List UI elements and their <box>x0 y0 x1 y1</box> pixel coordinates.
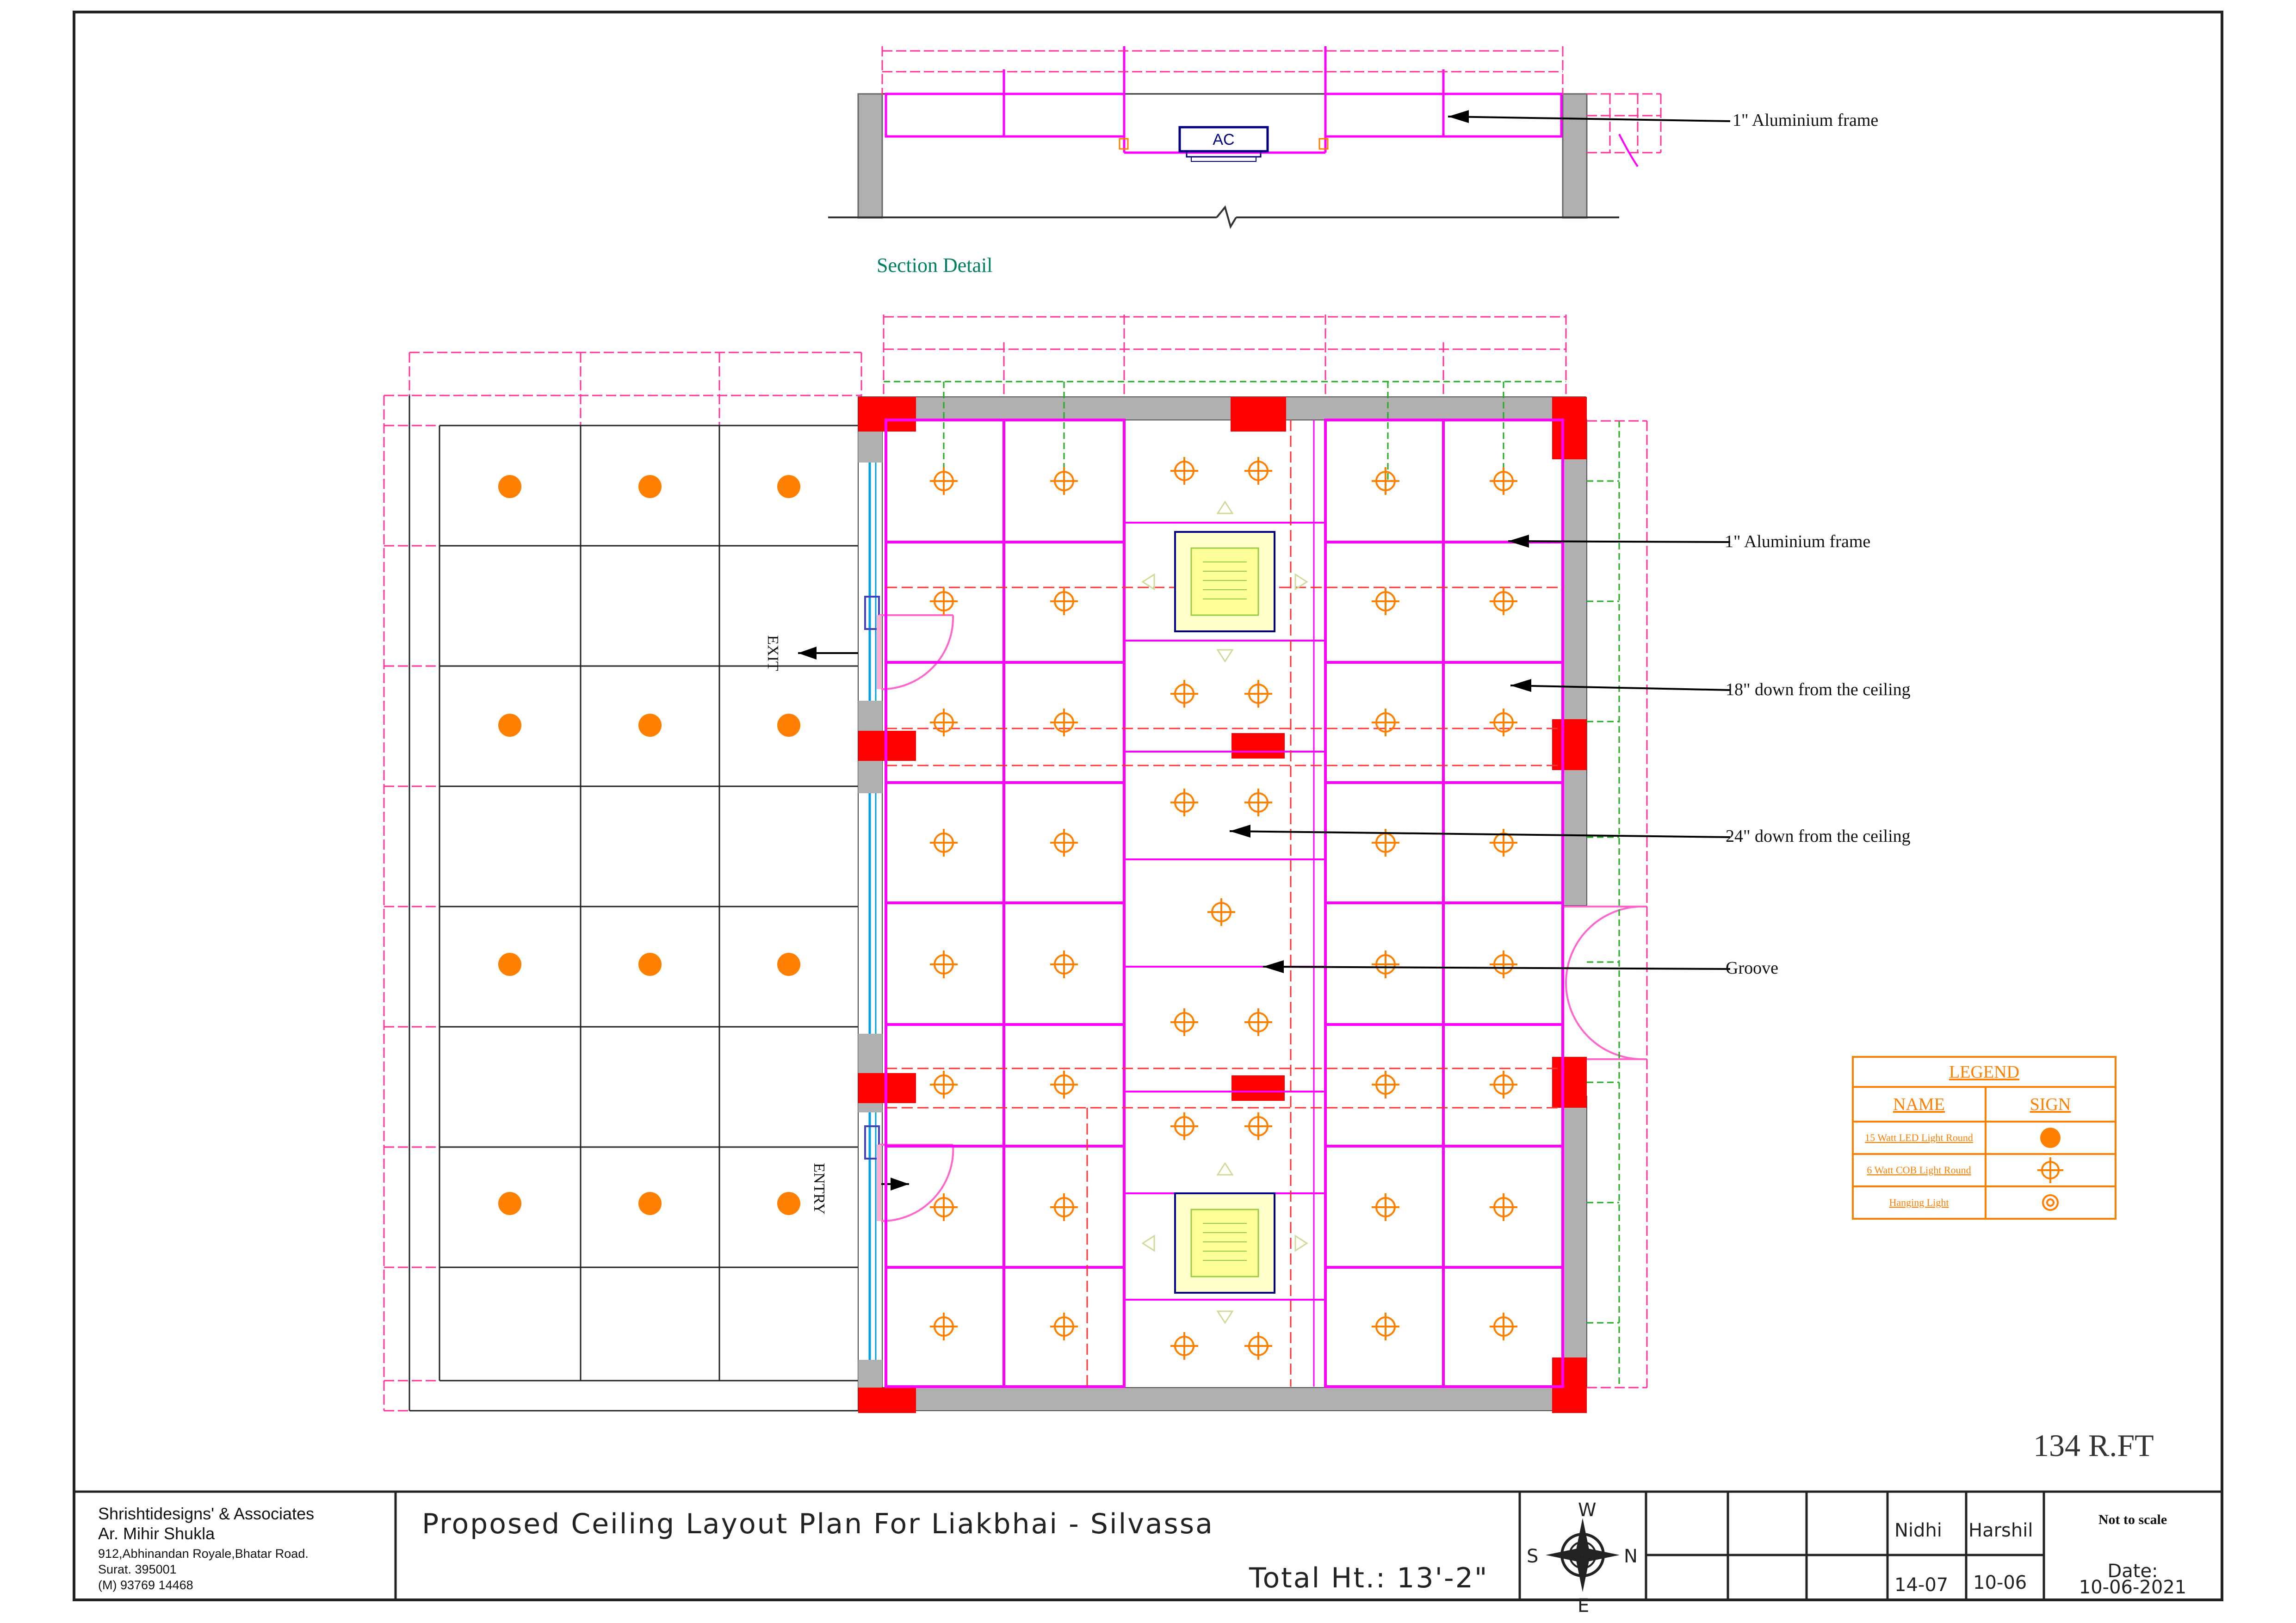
section-title: Section Detail <box>877 254 993 277</box>
legend-item-cob: 6 Watt COB Light Round <box>1867 1164 1971 1176</box>
cob-light-icon <box>1372 1193 1399 1221</box>
callout-aluminium-frame: 1" Aluminium frame <box>1725 532 1871 551</box>
compass-e: E <box>1578 1595 1590 1617</box>
cob-light-icon <box>1490 467 1517 495</box>
led-light-icon <box>777 953 800 976</box>
cob-light-icon <box>1244 457 1272 485</box>
running-feet: 134 R.FT <box>2033 1428 2154 1463</box>
firm-address-2: Surat. 395001 <box>98 1562 177 1576</box>
callout-18-down: 18" down from the ceiling <box>1726 680 1911 699</box>
cob-light-icon <box>1050 829 1078 857</box>
architect-name: Ar. Mihir Shukla <box>98 1524 215 1543</box>
cob-light-icon <box>1170 1112 1198 1140</box>
led-light-icon <box>638 714 662 737</box>
led-light-icon <box>777 475 800 498</box>
cob-light-icon <box>1372 1313 1399 1340</box>
cob-light-icon <box>1050 1071 1078 1098</box>
legend <box>1853 1057 2116 1219</box>
compass-w: W <box>1578 1500 1597 1521</box>
title-block <box>74 1492 2222 1617</box>
cob-light-icon <box>930 829 958 857</box>
cob-light-icon <box>930 709 958 736</box>
drawn-by: Nidhi <box>1894 1520 1942 1541</box>
led-light-icon <box>638 953 662 976</box>
cob-light-icon <box>1207 898 1235 926</box>
firm-name: Shrishtidesigns' & Associates <box>98 1504 315 1523</box>
checked-by: Harshil <box>1968 1520 2033 1541</box>
drawn-date: 14-07 <box>1894 1574 1949 1596</box>
ceiling-plan <box>384 315 2154 1463</box>
total-height: Total Ht.: 13'-2" <box>1249 1562 1489 1594</box>
cob-light-icon <box>1372 587 1399 615</box>
cob-light-icon <box>1050 1193 1078 1221</box>
drawing-title: Proposed Ceiling Layout Plan For Liakbhai - Silvassa <box>422 1508 1214 1540</box>
cob-light-icon <box>1490 587 1517 615</box>
legend-col-name: NAME <box>1893 1095 1945 1114</box>
legend-item-led: 15 Watt LED Light Round <box>1865 1132 1973 1143</box>
cob-light-icon <box>1170 789 1198 816</box>
cob-light-icon <box>930 950 958 978</box>
cob-light-icon <box>1490 1313 1517 1340</box>
cob-light-icon <box>1050 587 1078 615</box>
cob-light-icon <box>1050 950 1078 978</box>
cob-light-icon <box>930 587 958 615</box>
cob-light-icon <box>930 1313 958 1340</box>
date-value: 10-06-2021 <box>2079 1577 2187 1598</box>
led-light-icon <box>638 1192 662 1215</box>
cob-light-icon <box>1490 829 1517 857</box>
cob-light-icon <box>1490 709 1517 736</box>
section-detail <box>828 46 1878 277</box>
led-light-icon <box>638 475 662 498</box>
cob-light-icon <box>1050 709 1078 736</box>
entry-label: ENTRY <box>811 1163 828 1215</box>
cob-light-icon <box>1244 1332 1272 1360</box>
legend-col-sign: SIGN <box>2030 1095 2071 1114</box>
sheet-border <box>74 12 2222 1600</box>
led-lights-left-hall <box>498 475 800 1215</box>
cob-light-icon <box>1490 1071 1517 1098</box>
legend-title: LEGEND <box>1949 1062 2019 1082</box>
compass-s: S <box>1527 1546 1539 1567</box>
firm-address-1: 912,Abhinandan Royale,Bhatar Road. <box>98 1547 309 1561</box>
cob-light-icon <box>1244 789 1272 816</box>
callout-groove: Groove <box>1726 958 1778 978</box>
glazing-wall <box>858 397 882 1410</box>
cob-light-icon <box>1244 1112 1272 1140</box>
section-frame-callout: 1" Aluminium frame <box>1733 111 1879 130</box>
callout-24-down: 24" down from the ceiling <box>1726 827 1911 846</box>
cob-light-icon <box>1170 1008 1198 1036</box>
firm-phone: (M) 93769 14468 <box>98 1578 193 1592</box>
cob-light-icon <box>1170 680 1198 708</box>
cob-light-icon <box>1050 1313 1078 1340</box>
cob-light-icon <box>1050 467 1078 495</box>
cob-light-icon <box>1170 457 1198 485</box>
date-label: Date: <box>2107 1561 2158 1582</box>
cob-light-icon <box>1490 950 1517 978</box>
led-light-icon <box>777 714 800 737</box>
filled-dot-light-icon <box>2040 1128 2061 1148</box>
cob-light-icon <box>1170 1332 1198 1360</box>
ac-cassette-top <box>1143 502 1307 661</box>
cob-light-icon <box>1372 467 1399 495</box>
cob-light-icon <box>1372 950 1399 978</box>
legend-item-hanging: Hanging Light <box>1889 1197 1949 1208</box>
led-light-icon <box>777 1192 800 1215</box>
compass-n: N <box>1624 1546 1638 1567</box>
led-light-icon <box>498 714 521 737</box>
exit-label: EXIT <box>764 635 781 671</box>
cob-light-icon <box>1244 680 1272 708</box>
right-door <box>1564 907 1647 1059</box>
cob-light-icon <box>1372 709 1399 736</box>
checked-date: 10-06 <box>1973 1572 2027 1593</box>
ac-label: AC <box>1213 131 1235 148</box>
cob-light-icon <box>1372 1071 1399 1098</box>
led-light-icon <box>498 1192 521 1215</box>
cob-light-icon <box>930 467 958 495</box>
cob-light-icon <box>1490 1193 1517 1221</box>
scale-note: Not to scale <box>2098 1512 2167 1527</box>
cob-light-icon <box>930 1071 958 1098</box>
cob-light-icon <box>1244 1008 1272 1036</box>
led-light-icon <box>498 953 521 976</box>
led-light-icon <box>498 475 521 498</box>
